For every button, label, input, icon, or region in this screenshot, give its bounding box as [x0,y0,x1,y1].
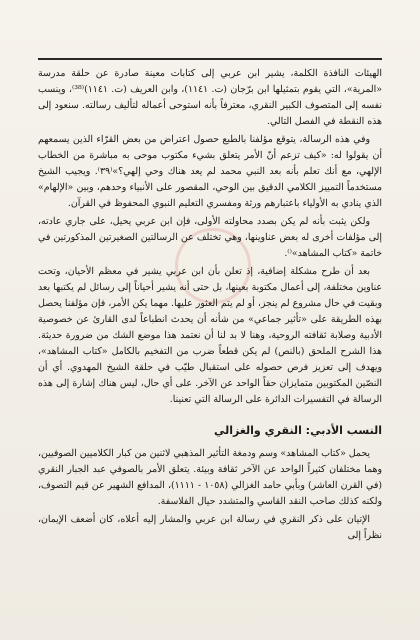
paragraph: وفي هذه الرسالة، يتوقع مؤلفنا بالطبع حصول اعتراض من بعض القرّاء الذين يسمعهم أن يقولوا له: «كيف تزعم أنّ الأمر يتعلق بشيء مكتوب موحى به مباشرة من الخطاب الإلهي، مع أنك تعلم بأنه بعد النبي محمد لم يعد هناك وحي إلهي؟»⁽٣٩⁾. ويجيب الشيخ مستخدماً التمييز الكلامي الدقيق بين الوحي، المقصور على الأنبياء وحدهم، وبين «الإلهام» الذي ينادي به الأولياء باعتبارهم ورثة ومفسري التعليم النبوي المحفوظ في القرآن. [38,134,382,209]
paragraph: الهيئات النافذة الكلمة، يشير ابن عربي إلى كتابات معينة صادرة عن حلقة مدرسة «المرية»، التي يقوم بتمثيلها ابن برّجان (ت. ١١٤١)، وابن العريف (ت. ١١٤١)⁽³⁸⁾، وينسب نفسه إلى المتصوف الكبير النقري، معترفاً بأنه استوحى أعماله لتأليف رسالته. سنعود إلى هذه النقطة في الفصل التالي. [38,68,382,127]
section-heading: النسب الأدبي: النقري والغزالي [213,424,382,437]
header-rule [38,58,382,60]
paragraph: بعد أن طرح مشكلة إضافية، إذ تعلن بأن ابن عربي يشير في معظم الأحيان، وتحت عناوين مختلفة، إلى أعمال مكتوبة بعينها، بل حتى أنه يشير أحياناً إلى رسائل لم يكتبها بعد وبقيت في حال مشروع لم ينجز، أو لم يتم العثور عليها. مهما يكن الأمر، فإن مؤلفنا يحصل بهذه الطريقة على «تأثير جماعي» من شأنه أن يحدث انطباعاً لدى القارئ عن خصوصية الأدبية وصلابة ثقافته الروحية، وهنا لا بد لنا أن نعتمد هذا موضع الشك من ضرورة حديثة. هذا الشرح الملحق (بالنص) لم يكن قطعاً ضرب من التفخيم بالكامل «كتاب المشاهد»، ويهدف إلى تعزيز فرص حصوله على استقبال طيّب في حلقة الشيخ المهدوي. أي أن النصّين المكتوبين متمايزان حقاً الواحد عن الآخر. على أي حال، ليس هناك إشارة إلى هذه الرسالة في التفسيرات الدائرة على الرسالة التي تعنينا. [38,266,382,405]
paragraph: يحمل «كتاب المشاهد» وسم ودمغة التأثير المذهبي لاثنين من كبار الكلاميين الصوفيين، وهما مختلفان كثيراً الواحد عن الآخر ثقافة وبيئة. يتعلق الأمر بالصوفي عبد الجبار النقري (في القرن العاشر) وبأبي حامد الغزالي (١٠٥٨ - ١١١١)، المدافع الشهير عن قيم التصوف، ولكنه كذلك صاحب النقد القاسي والمتشدد حيال الفلاسفة. [38,448,382,507]
paragraph: الإتيان على ذكر النقري في رسالة ابن عربي والمشار إليه أعلاه، كان أضعف الإيمان، نظراً إلى [38,514,382,541]
page-body [38,66,382,546]
paragraph: ولكن يثبت بأنه لم يكن بصدد محاولته الأولى، فإن ابن عربي يحيل، على جاري عادته، إلى مؤلفات أخرى له بعض عناوينها، وهي تختلف عن الرسالتين الصغيرتين المذكورتين في خاتمة «كتاب المشاهد»⁽⁤⁾. [38,216,382,259]
